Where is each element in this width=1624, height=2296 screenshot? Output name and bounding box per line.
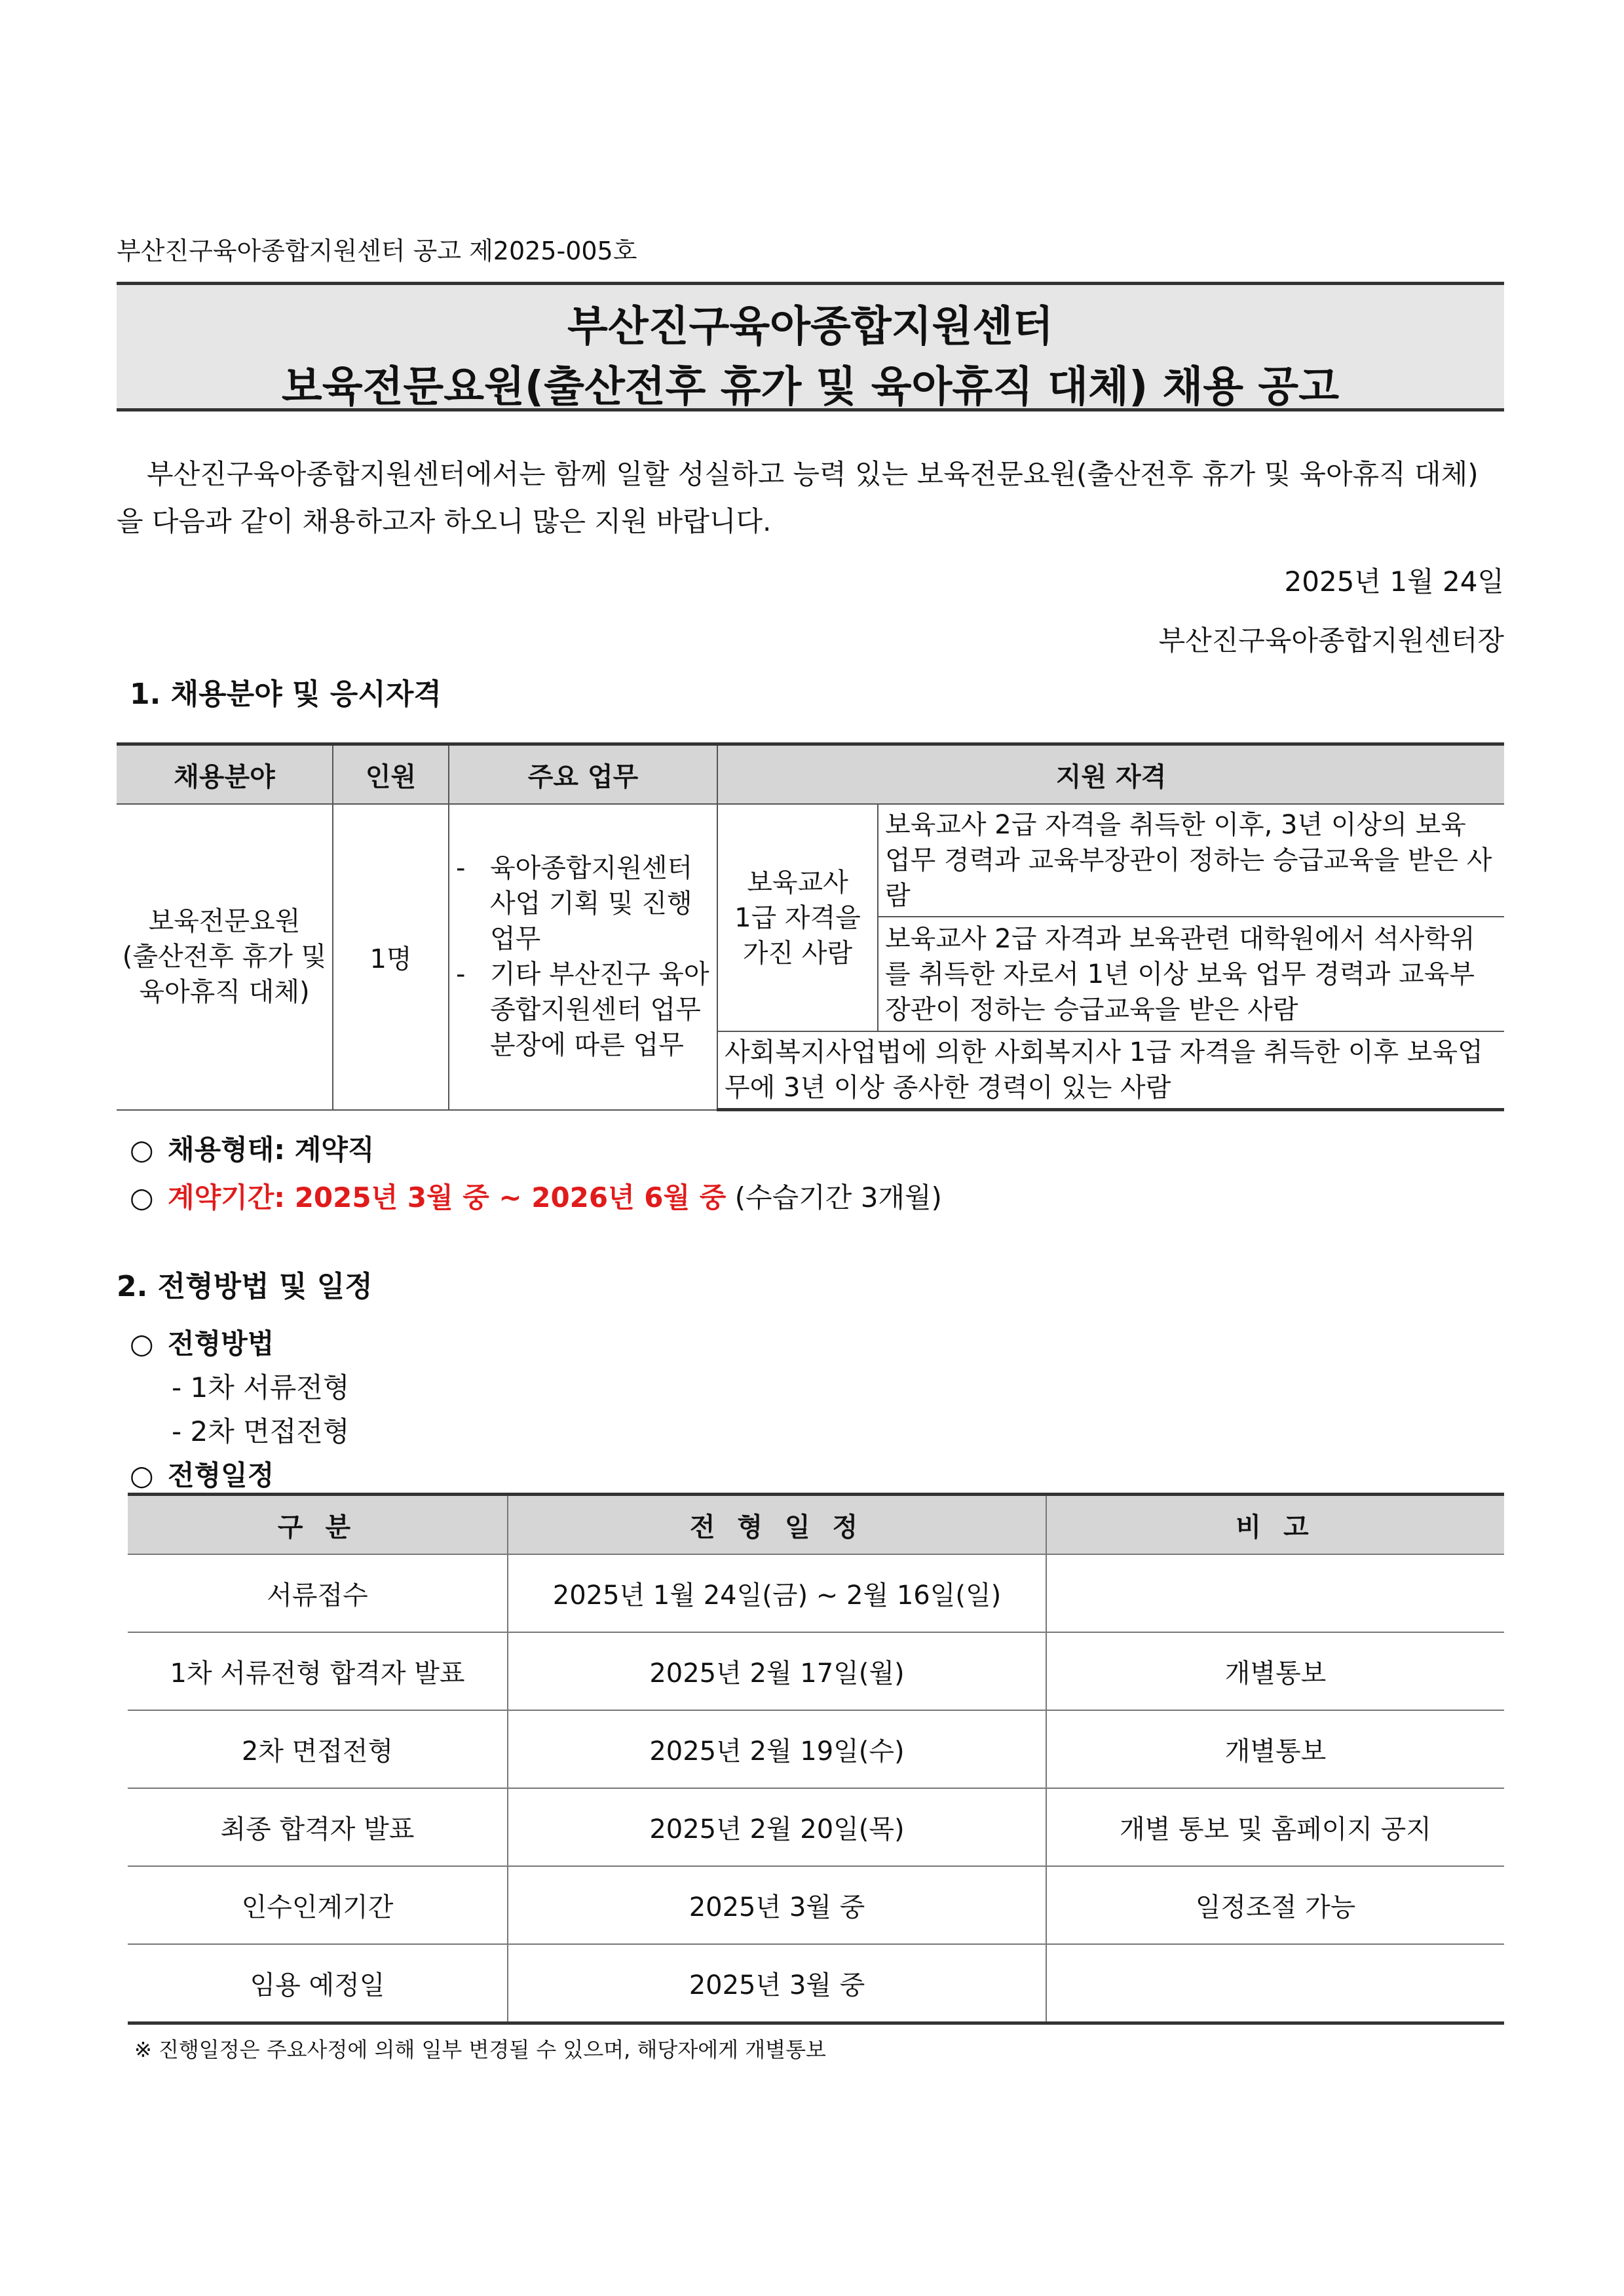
- duty-dash: -: [456, 853, 466, 884]
- schedule-note: 일정조절 가능: [1046, 1866, 1504, 1944]
- table-row: [128, 1788, 1504, 1866]
- schedule-table: [128, 1493, 1504, 2025]
- circle-bullet: ○: [130, 1328, 154, 1360]
- notice-signer: 부산진구육아종합지원센터장: [1158, 624, 1504, 657]
- schedule-category: 2차 면접전형: [128, 1710, 508, 1788]
- table-header-row: [128, 1495, 1504, 1555]
- header-duties: 주요 업무: [449, 744, 717, 805]
- schedule-category: 1차 서류전형 합격자 발표: [128, 1632, 508, 1710]
- schedule-note: 개별통보: [1046, 1710, 1504, 1788]
- notice-number: 부산진구육아종합지원센터 공고 제2025-005호: [117, 237, 637, 265]
- schedule-label-line: [130, 1454, 274, 1493]
- table-row: [128, 1944, 1504, 2023]
- schedule-footnote: ※ 진행일정은 주요사정에 의해 일부 변경될 수 있으며, 해당자에게 개별통보: [134, 2037, 826, 2062]
- count-cell: 1명: [333, 804, 449, 1110]
- table-header-row: [117, 744, 1504, 805]
- method-label: 전형방법: [168, 1328, 274, 1360]
- schedule-date: 2025년 2월 20일(목): [508, 1788, 1046, 1866]
- table-row: [128, 1710, 1504, 1788]
- header-category: 구 분: [128, 1495, 508, 1555]
- schedule-note: 개별통보: [1046, 1632, 1504, 1710]
- header-schedule: 전 형 일 정: [508, 1495, 1046, 1555]
- employment-type-line: [130, 1128, 374, 1168]
- qual-group-cell: 보육교사 1급 자격을 가진 사람: [717, 804, 878, 1031]
- schedule-date: 2025년 1월 24일(금) ~ 2월 16일(일): [508, 1554, 1046, 1632]
- contract-period-line: [130, 1176, 942, 1215]
- duty-text: 기타 부산진구 육아종합지원센터 업무 분장에 따른 업무: [490, 959, 709, 1061]
- schedule-date: 2025년 3월 중: [508, 1866, 1046, 1944]
- recruitment-table: [117, 742, 1504, 1111]
- notice-date: 2025년 1월 24일: [1284, 565, 1504, 598]
- schedule-category: 최종 합격자 발표: [128, 1788, 508, 1866]
- table-row: [128, 1866, 1504, 1944]
- schedule-date: 2025년 2월 17일(월): [508, 1632, 1046, 1710]
- employment-type: 채용형태: 계약직: [168, 1134, 375, 1166]
- title-box: [117, 282, 1504, 411]
- schedule-note: [1046, 1944, 1504, 2023]
- schedule-category: 임용 예정일: [128, 1944, 508, 2023]
- schedule-category: 서류접수: [128, 1554, 508, 1632]
- page-title: 부산진구육아종합지원센터: [567, 303, 1053, 351]
- circle-bullet: ○: [130, 1134, 154, 1166]
- intro-paragraph: 부산진구육아종합지원센터에서는 함께 일할 성실하고 능력 있는 보육전문요원(출산전후 휴가 및 육아휴직 대체)을 다음과 같이 채용하고자 하오니 많은 지원 바랍니다.: [117, 458, 1479, 537]
- schedule-category: 인수인계기간: [128, 1866, 508, 1944]
- method-item: - 1차 서류전형: [172, 1371, 350, 1404]
- duty-item: [456, 957, 710, 1063]
- method-label-line: [130, 1322, 274, 1362]
- schedule-date: 2025년 3월 중: [508, 1944, 1046, 2023]
- duties-cell: [449, 804, 717, 1110]
- section-2-heading: 2. 전형방법 및 일정: [117, 1270, 373, 1303]
- schedule-note: [1046, 1554, 1504, 1632]
- method-item: - 2차 면접전형: [172, 1415, 350, 1447]
- header-count: 인원: [333, 744, 449, 805]
- contract-period: 계약기간: 2025년 3월 중 ~ 2026년 6월 중: [168, 1181, 727, 1214]
- table-row: [128, 1554, 1504, 1632]
- duty-text: 육아종합지원센터 사업 기획 및 진행 업무: [490, 853, 693, 955]
- schedule-date: 2025년 2월 19일(수): [508, 1710, 1046, 1788]
- table-row: [117, 804, 1504, 917]
- schedule-label: 전형일정: [168, 1459, 274, 1491]
- header-note: 비 고: [1046, 1495, 1504, 1555]
- duty-item: [456, 851, 710, 957]
- probation-period: (수습기간 3개월): [734, 1181, 942, 1214]
- circle-bullet: ○: [130, 1181, 154, 1214]
- header-qualification: 지원 자격: [717, 744, 1504, 805]
- table-row: [128, 1632, 1504, 1710]
- duty-dash: -: [456, 959, 466, 990]
- section-1-heading: 1. 채용분야 및 응시자격: [130, 678, 442, 711]
- header-field: 채용분야: [117, 744, 333, 805]
- qual-cell-3: 사회복지사업법에 의한 사회복지사 1급 자격을 취득한 이후 보육업무에 3년 이상 종사한 경력이 있는 사람: [717, 1031, 1504, 1110]
- qual-cell-1: 보육교사 2급 자격을 취득한 이후, 3년 이상의 보육 업무 경력과 교육부장관이 정하는 승급교육을 받은 사람: [878, 804, 1504, 917]
- qual-cell-2: 보육교사 2급 자격과 보육관련 대학원에서 석사학위를 취득한 자로서 1년 이상 보육 업무 경력과 교육부장관이 정하는 승급교육을 받은 사람: [878, 917, 1504, 1031]
- circle-bullet: ○: [130, 1459, 154, 1491]
- schedule-note: 개별 통보 및 홈페이지 공지: [1046, 1788, 1504, 1866]
- page-subtitle: 보육전문요원(출산전후 휴가 및 육아휴직 대체) 채용 공고: [281, 363, 1340, 411]
- field-cell: 보육전문요원 (출산전후 휴가 및 육아휴직 대체): [117, 804, 333, 1110]
